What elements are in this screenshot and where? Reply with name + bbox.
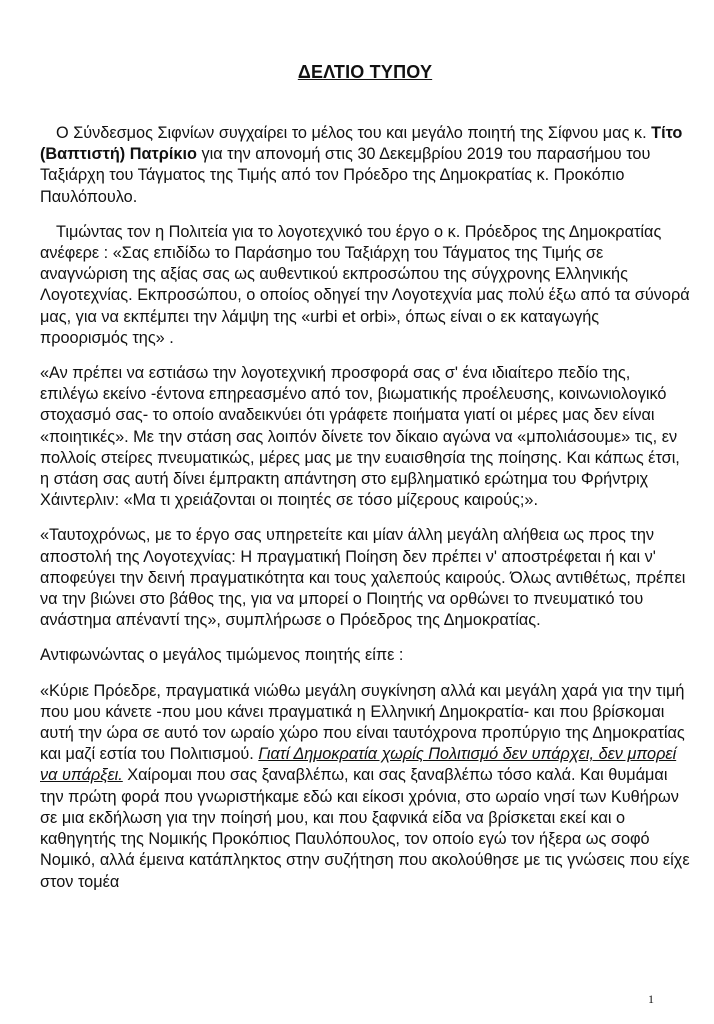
paragraph-4: «Ταυτοχρόνως, με το έργο σας υπηρετείτε και μίαν άλλη μεγάλη αλήθεια ως προς την αποστολή της Λογοτεχνίας: Η πραγματική Ποίηση δεν πρέπει ν' αποστρέφεται ή και ν' αποφεύγει την δεινή πραγματικότητα και τους χαλεπούς καιρούς. Όλως αντιθέτως, πρέπει να την βιώνει στο βάθος της, για να μπορεί ο Ποιητής να ορθώνει το πνευματικό του ανάστημα απέναντί της», συμπλήρωσε ο Πρόεδρος της Δημοκρατίας.: [40, 526, 686, 630]
poet-name: Τίτο (Βαπτιστή) Πατρίκιο: [40, 124, 683, 164]
paragraph-6-text: «Κύριε Πρόεδρε, πραγματικά νιώθω μεγάλη συγκίνηση αλλά και μεγάλη χαρά για την τιμή που μου κάνετε -που μου κάνει πραγματικά η Ελληνική Δημοκρατία- και που βρίσκομαι αυτή την ώρα σε αυτό τον ωραίο χώρο που είναι ταυτόχρονα προπύργιο της Δημοκρατίας και μαζί εστία του Πολιτισμού.: [40, 681, 685, 764]
emphasized-quote: Γιατί Δημοκρατία χωρίς Πολιτισμό δεν υπάρχει, δεν μπορεί να υπάρξει.: [40, 745, 677, 785]
paragraph-3: «Αν πρέπει να εστιάσω την λογοτεχνική προσφορά σας σ' ένα ιδιαίτερο πεδίο της, επιλέγω εκείνο -έντονα επηρεασμένο από τον, βιωματικής προέλευσης, κοινωνιολογικό στοχασμό σας- το οποίο αναδεικνύει ότι γράφετε ποιήματα γιατί οι μέρες μας δεν είναι «ποιητικές». Με την στάση σας λοιπόν δίνετε τον δίκαιο αγώνα να «μπολιάσουμε» τις, εν πολλοίς στείρες πνευματικώς, μέρες μας με την ευαισθησία της ποίησης. Και κάπως έτσι, η στάση σας αυτή δίνει έμπρακτη απάντηση στο εμβληματικό ερώτημα του Φρήντριχ Χάιντερλιν: «Μα τι χρειάζονται οι ποιητές σε τόσο μίζερους καιρούς;».: [40, 364, 680, 510]
paragraph-6: [40, 681, 690, 893]
paragraph-2: Τιμώντας τον η Πολιτεία για το λογοτεχνικό του έργο ο κ. Πρόεδρος της Δημοκρατίας ανέφερε : «Σας επιδίδω το Παράσημο του Ταξιάρχη του Τάγματος της Τιμής σε αναγνώριση της αξίας σας ως αυθεντικού εκπροσώπου της σύγχρονης Ελληνικής Λογοτεχνίας. Εκπροσώπου, ο οποίος οδηγεί την Λογοτεχνία μας πολύ έξω από τα σύνορά μας, για να εκπέμπει την λάμψη της «urbi et orbi», όπως είναι ο εκ καταγωγής προορισμός της» .: [40, 222, 690, 347]
document-title: ΔΕΛΤΙΟ ΤΥΠΟΥ: [297, 62, 433, 82]
paragraph-6-text-end: Χαίρομαι που σας ξαναβλέπω, και σας ξαναβλέπω τόσο καλά. Και θυμάμαι την πρώτη φορά που γνωριστήκαμε εδώ και είκοσι χρόνια, στο ωραίο νησί των Κυθήρων σε μια εκδήλωση για την ποίησή μου, και που ξαφνικά είδα να βρίσκεται εκεί και ο καθηγητής της Νομικής Προκόπιος Παυλόπουλος, τον οποίο εγώ τον ήξερα ως σοφό Νομικό, αλλά έμεινα κατάπληκτος στην συζήτηση που ακολούθησε με τις γνώσεις που είχε στον τομέα: [40, 766, 690, 891]
paragraph-1-text-end: για την απονομή στις 30 Δεκεμβρίου 2019 του παρασήμου του Ταξιάρχη του Τάγματος της Τιμής από τον Πρόεδρο της Δημοκρατίας κ. Προκόπιο Παυλόπουλο.: [40, 145, 651, 206]
page-number: 1: [648, 992, 654, 1006]
paragraph-1: [40, 123, 690, 208]
paragraph-1-text: Ο Σύνδεσμος Σιφνίων συγχαίρει το μέλος του και μεγάλο ποιητή της Σίφνου μας κ.: [56, 124, 652, 142]
paragraph-5: Αντιφωνώντας ο μεγάλος τιμώμενος ποιητής είπε :: [40, 646, 404, 665]
